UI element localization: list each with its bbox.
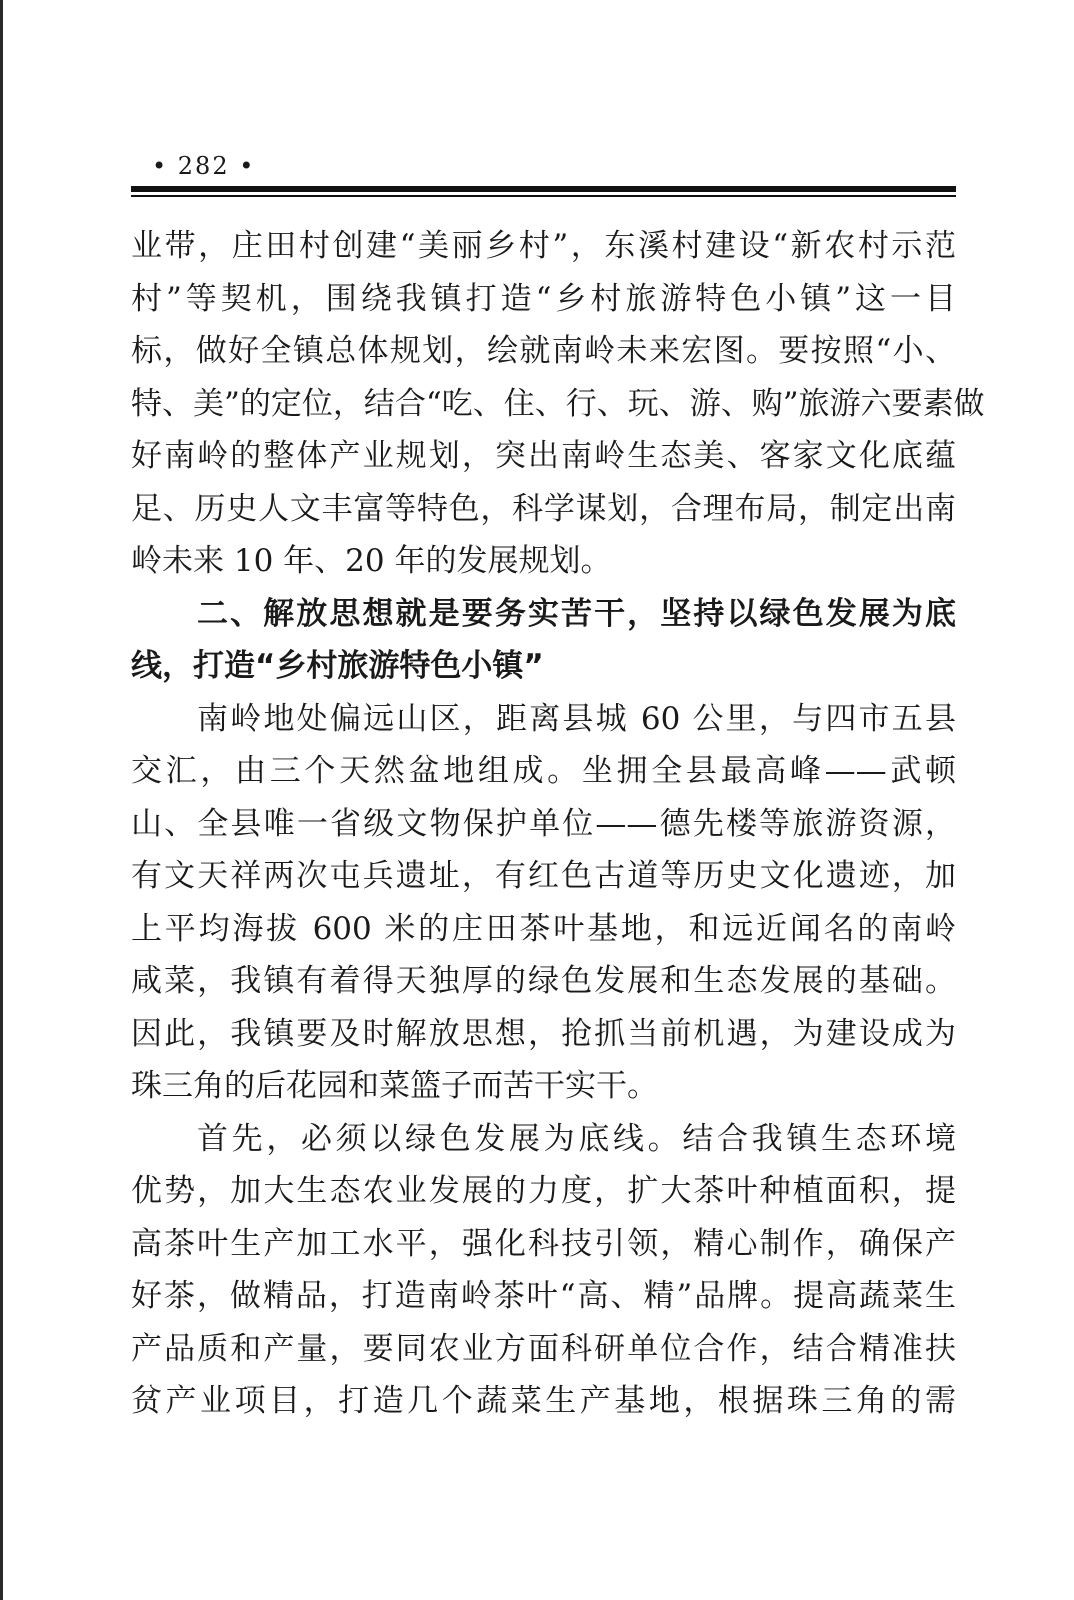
section-heading-line: 线，打造“乡村旅游特色小镇” xyxy=(131,648,544,684)
text-line: 南岭地处偏远山区，距离县城 60 公里，与四市五县 xyxy=(197,700,956,737)
header-rule-thin xyxy=(131,195,956,197)
text-line: 特、美”的定位，结合“吃、住、行、玩、游、购”旅游六要素做 xyxy=(131,385,985,422)
text-line: 珠三角的后花园和菜篮子而苦干实干。 xyxy=(131,1068,658,1104)
text-line: 咸菜，我镇有着得天独厚的绿色发展和生态发展的基础。 xyxy=(131,963,956,999)
text-line: 村”等契机，围绕我镇打造“乡村旅游特色小镇”这一目 xyxy=(131,280,956,317)
text-line: 好茶，做精品，打造南岭茶叶“高、精”品牌。提高蔬菜生 xyxy=(131,1278,956,1314)
text-line: 业带，庄田村创建“美丽乡村”，东溪村建设“新农村示范 xyxy=(131,228,956,264)
text-line: 足、历史人文丰富等特色，科学谋划，合理布局，制定出南 xyxy=(131,490,956,527)
text-line: 上平均海拔 600 米的庄田茶叶基地，和远近闻名的南岭 xyxy=(131,910,956,947)
text-line: 贫产业项目，打造几个蔬菜生产基地，根据珠三角的需 xyxy=(131,1383,956,1419)
text-line: 标，做好全镇总体规划，绘就南岭未来宏图。要按照“小、 xyxy=(131,333,956,369)
scan-edge xyxy=(0,0,3,1600)
text-line: 因此，我镇要及时解放思想，抢抓当前机遇，为建设成为 xyxy=(131,1015,956,1052)
text-line: 首先，必须以绿色发展为底线。结合我镇生态环境 xyxy=(197,1120,956,1157)
text-line: 岭未来 10 年、20 年的发展规划。 xyxy=(131,543,612,579)
text-line: 有文天祥两次屯兵遗址，有红色古道等历史文化遗迹，加 xyxy=(131,858,956,894)
section-heading-line: 二、解放思想就是要务实苦干，坚持以绿色发展为底 xyxy=(197,595,956,632)
text-line: 好南岭的整体产业规划，突出南岭生态美、客家文化底蕴 xyxy=(131,438,956,474)
text-line: 高茶叶生产加工水平，强化科技引领，精心制作，确保产 xyxy=(131,1225,956,1262)
page-number: • 282 • xyxy=(152,152,256,180)
text-line: 山、全县唯一省级文物保护单位——德先楼等旅游资源， xyxy=(131,805,956,842)
body-text xyxy=(131,220,985,1428)
text-line: 产品质和产量，要同农业方面科研单位合作，结合精准扶 xyxy=(131,1330,956,1367)
header-rule-thick xyxy=(131,186,956,192)
text-line: 交汇，由三个天然盆地组成。坐拥全县最高峰——武顿 xyxy=(131,753,956,789)
text-line: 优势，加大生态农业发展的力度，扩大茶叶种植面积，提 xyxy=(131,1173,956,1209)
